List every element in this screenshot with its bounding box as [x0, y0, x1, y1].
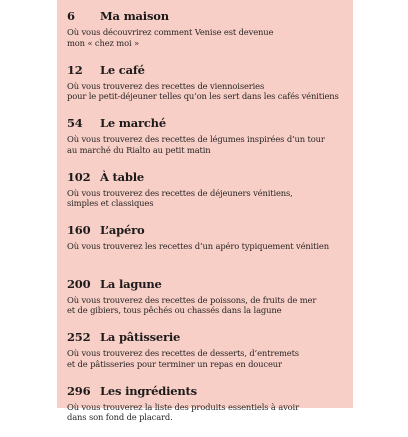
toc-chapter-description [67, 81, 349, 102]
toc-description-line: dans son fond de placard. [67, 412, 349, 423]
toc-chapter-title: Le café [100, 63, 349, 77]
toc-entry-heading [67, 277, 349, 292]
toc-description-line: Où vous découvrirez comment Venise est devenue [67, 27, 349, 38]
table-of-contents [67, 9, 349, 437]
toc-entry-les-ingredients [67, 384, 349, 437]
toc-chapter-description [67, 241, 349, 252]
toc-description-line: et de pâtisseries pour terminer un repas en douceur [67, 359, 349, 370]
toc-entry-la-patisserie [67, 330, 349, 384]
table-of-contents-page [57, 0, 353, 408]
toc-chapter-description [67, 348, 349, 369]
toc-description-line: Où vous trouverez des recettes de desserts, d’entremets [67, 348, 349, 359]
toc-entry-heading [67, 116, 349, 131]
toc-description-line: Où vous trouverez des recettes de viennoiseries [67, 81, 349, 92]
toc-chapter-title: Le marché [100, 116, 349, 130]
toc-page-number: 12 [67, 63, 100, 77]
toc-chapter-title: Les ingrédients [100, 384, 349, 398]
toc-description-line: au marché du Rialto au petit matin [67, 145, 349, 156]
toc-entry-heading [67, 170, 349, 185]
toc-description-line: Où vous trouverez des recettes de déjeuners vénitiens, [67, 188, 349, 199]
toc-page-number: 200 [67, 277, 100, 291]
toc-page-number: 252 [67, 330, 100, 344]
toc-page-number: 296 [67, 384, 100, 398]
toc-chapter-title: La pâtisserie [100, 330, 349, 344]
toc-chapter-title: La lagune [100, 277, 349, 291]
toc-entry-heading [67, 384, 349, 399]
toc-entry-le-cafe [67, 63, 349, 117]
toc-entry-heading [67, 223, 349, 238]
toc-chapter-description [67, 402, 349, 423]
toc-description-line: simples et classiques [67, 198, 349, 209]
toc-chapter-title: L’apéro [100, 223, 349, 237]
toc-entry-a-table [67, 170, 349, 224]
toc-entry-la-lagune [67, 277, 349, 331]
toc-chapter-title: Ma maison [100, 9, 349, 23]
toc-entry-heading [67, 330, 349, 345]
toc-description-line: Où vous trouverez des recettes de poissons, de fruits de mer [67, 295, 349, 306]
toc-page-number: 54 [67, 116, 100, 130]
toc-entry-l-apero [67, 223, 349, 277]
toc-chapter-description [67, 188, 349, 209]
toc-entry-le-marche [67, 116, 349, 170]
toc-chapter-title: À table [100, 170, 349, 184]
toc-page-number: 102 [67, 170, 100, 184]
toc-description-line: pour le petit-déjeuner telles qu’on les sert dans les cafés vénitiens [67, 91, 349, 102]
toc-chapter-description [67, 27, 349, 48]
toc-description-line: mon « chez moi » [67, 38, 349, 49]
toc-description-line: Où vous trouverez les recettes d’un apéro typiquement vénitien [67, 241, 349, 252]
toc-page-number: 6 [67, 9, 100, 23]
toc-page-number: 160 [67, 223, 100, 237]
toc-chapter-description [67, 134, 349, 155]
toc-description-line: Où vous trouverez des recettes de légumes inspirées d’un tour [67, 134, 349, 145]
toc-entry-heading [67, 9, 349, 24]
toc-description-line: Où vous trouverez la liste des produits essentiels à avoir [67, 402, 349, 413]
toc-chapter-description [67, 295, 349, 316]
toc-entry-ma-maison [67, 9, 349, 63]
toc-description-line: et de gibiers, tous pêchés ou chassés dans la lagune [67, 305, 349, 316]
toc-entry-heading [67, 63, 349, 78]
